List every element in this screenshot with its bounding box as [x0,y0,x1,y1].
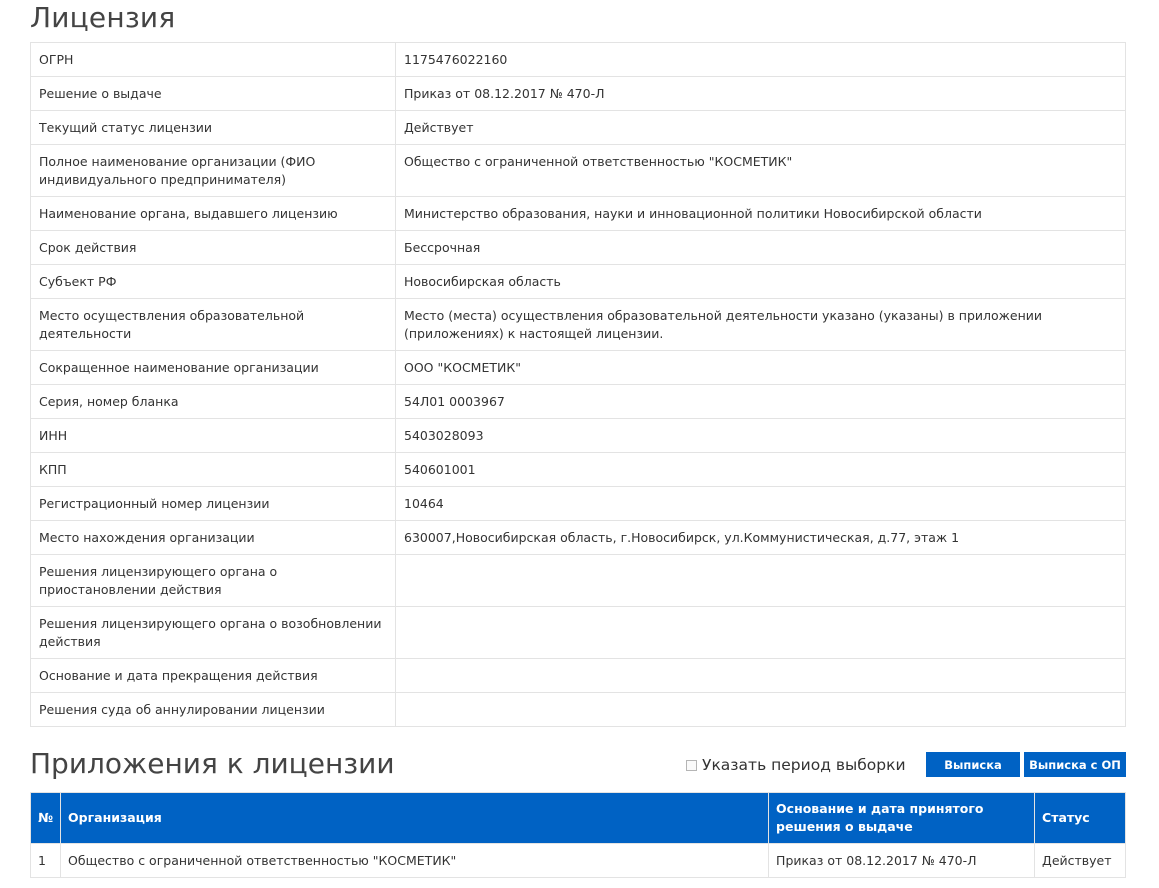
license-row-region [31,265,1126,299]
cell-organization: Общество с ограниченной ответственностью "КОСМЕТИК" [61,844,769,878]
license-row-reg-number [31,487,1126,521]
row-label: Решения лицензирующего органа о приостановлении действия [31,555,396,607]
license-row-location [31,521,1126,555]
license-row-kpp [31,453,1126,487]
row-label: Текущий статус лицензии [31,111,396,145]
row-label: Срок действия [31,231,396,265]
license-row-activity-place [31,299,1126,351]
row-label: ИНН [31,419,396,453]
license-row-termination [31,659,1126,693]
license-row-resumption [31,607,1126,659]
row-value: 630007,Новосибирская область, г.Новосибирск, ул.Коммунистическая, д.77, этаж 1 [396,521,1126,555]
table-header-row [31,793,1126,844]
row-label: Наименование органа, выдавшего лицензию [31,197,396,231]
row-value [396,693,1126,727]
row-value: 54Л01 0003967 [396,385,1126,419]
row-value [396,659,1126,693]
row-value [396,555,1126,607]
period-checkbox[interactable] [686,760,697,771]
page-title: Лицензия [30,1,176,34]
license-row-form-number [31,385,1126,419]
row-value: 1175476022160 [396,43,1126,77]
license-row-decision [31,77,1126,111]
license-row-suspension [31,555,1126,607]
license-row-ogrn [31,43,1126,77]
license-row-short-name [31,351,1126,385]
row-label: Полное наименование организации (ФИО индивидуального предпринимателя) [31,145,396,197]
license-row-issuer [31,197,1126,231]
cell-status: Действует [1035,844,1126,878]
column-header-organization: Организация [61,793,769,844]
row-value: 540601001 [396,453,1126,487]
license-row-status [31,111,1126,145]
row-value: 10464 [396,487,1126,521]
row-label: Серия, номер бланка [31,385,396,419]
row-label: Регистрационный номер лицензии [31,487,396,521]
cell-basis: Приказ от 08.12.2017 № 470-Л [769,844,1035,878]
license-row-validity [31,231,1126,265]
extract-with-op-button[interactable]: Выписка с ОП [1024,752,1126,777]
row-value: Бессрочная [396,231,1126,265]
license-row-full-name [31,145,1126,197]
cell-number: 1 [31,844,61,878]
table-row[interactable] [31,844,1126,878]
period-toggle[interactable] [686,756,906,774]
row-label: ОГРН [31,43,396,77]
license-row-inn [31,419,1126,453]
extract-button[interactable]: Выписка [926,752,1020,777]
row-label: КПП [31,453,396,487]
column-header-number: № [31,793,61,844]
row-label: Место нахождения организации [31,521,396,555]
row-label: Решение о выдаче [31,77,396,111]
row-value: Министерство образования, науки и инновационной политики Новосибирской области [396,197,1126,231]
row-value: ООО "КОСМЕТИК" [396,351,1126,385]
column-header-status: Статус [1035,793,1126,844]
row-value: 5403028093 [396,419,1126,453]
column-header-basis: Основание и дата принятого решения о выдаче [769,793,1035,844]
row-label: Субъект РФ [31,265,396,299]
row-label: Сокращенное наименование организации [31,351,396,385]
appendices-table [30,792,1126,878]
row-label: Решения суда об аннулировании лицензии [31,693,396,727]
period-label: Указать период выборки [702,756,906,774]
section-title: Приложения к лицензии [30,747,395,780]
row-label: Решения лицензирующего органа о возобновлении действия [31,607,396,659]
license-row-annulment [31,693,1126,727]
row-value: Новосибирская область [396,265,1126,299]
row-label: Место осуществления образовательной деятельности [31,299,396,351]
row-value: Место (места) осуществления образовательной деятельности указано (указаны) в приложении (приложениях) к настоящей лицензии. [396,299,1126,351]
license-info-table [30,42,1126,727]
row-label: Основание и дата прекращения действия [31,659,396,693]
row-value: Действует [396,111,1126,145]
row-value: Общество с ограниченной ответственностью "КОСМЕТИК" [396,145,1126,197]
row-value: Приказ от 08.12.2017 № 470-Л [396,77,1126,111]
row-value [396,607,1126,659]
